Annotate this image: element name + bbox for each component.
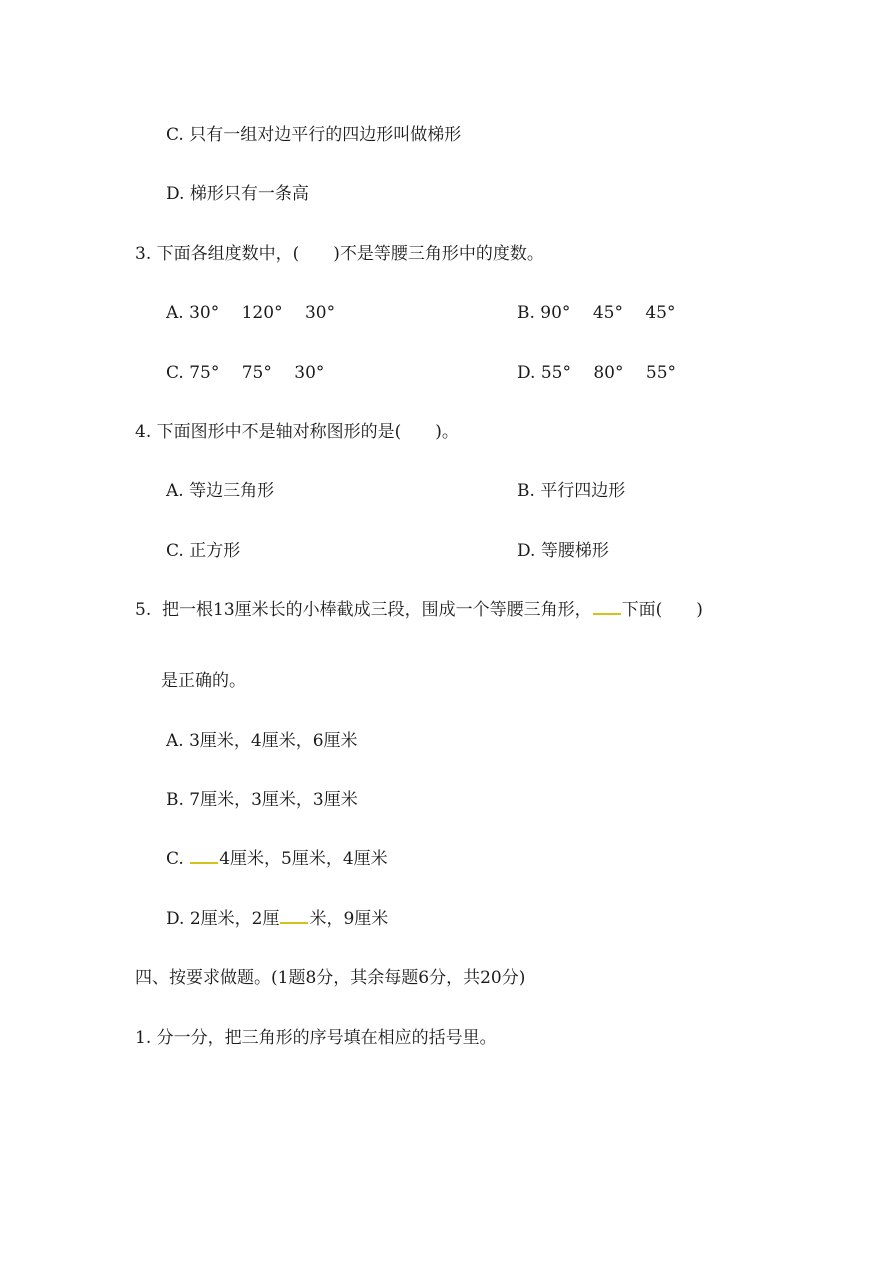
- highlight-mark: [593, 603, 621, 615]
- q5-stem-part1: 5. 把一根13厘米长的小棒截成三段，围成一个等腰三角形，: [135, 600, 592, 620]
- q5-option-a: A. 3厘米，4厘米，6厘米: [166, 731, 358, 751]
- q5-option-b: B. 7厘米，3厘米，3厘米: [166, 790, 358, 810]
- q3-option-b: B. 90° 45° 45°: [517, 303, 676, 323]
- section-4-q1: 1. 分一分，把三角形的序号填在相应的括号里。: [135, 1028, 497, 1048]
- q5-option-c-rest: 4厘米，5厘米，4厘米: [219, 849, 388, 869]
- q4-stem: 4. 下面图形中不是轴对称图形的是( )。: [135, 422, 459, 442]
- q5-stem-part2: 下面( ): [621, 600, 703, 620]
- q3-option-d: D. 55° 80° 55°: [517, 363, 677, 383]
- q2-option-d: D. 梯形只有一条高: [166, 184, 309, 204]
- q3-option-a: A. 30° 120° 30°: [166, 303, 336, 323]
- q5-option-c: [166, 848, 388, 870]
- q4-option-c: C. 正方形: [166, 541, 241, 561]
- highlight-mark: [190, 852, 218, 864]
- q5-option-c-prefix: C.: [166, 849, 190, 869]
- q5-option-d: [166, 908, 388, 930]
- q4-option-b: B. 平行四边形: [517, 481, 626, 501]
- section-4-title: 四、按要求做题。(1题8分，其余每题6分，共20分): [135, 968, 526, 988]
- highlight-mark: [280, 912, 308, 924]
- q4-option-a: A. 等边三角形: [166, 481, 275, 501]
- q5-stem-line2: 是正确的。: [161, 671, 246, 691]
- q5-option-d-part2: 米，9厘米: [309, 909, 389, 929]
- q3-stem: 3. 下面各组度数中，( )不是等腰三角形中的度数。: [135, 244, 544, 264]
- q4-option-d: D. 等腰梯形: [517, 541, 609, 561]
- q2-option-c: C. 只有一组对边平行的四边形叫做梯形: [166, 125, 462, 145]
- q3-option-c: C. 75° 75° 30°: [166, 363, 325, 383]
- q5-option-d-part1: D. 2厘米，2厘: [166, 909, 280, 929]
- q5-stem: [135, 599, 703, 621]
